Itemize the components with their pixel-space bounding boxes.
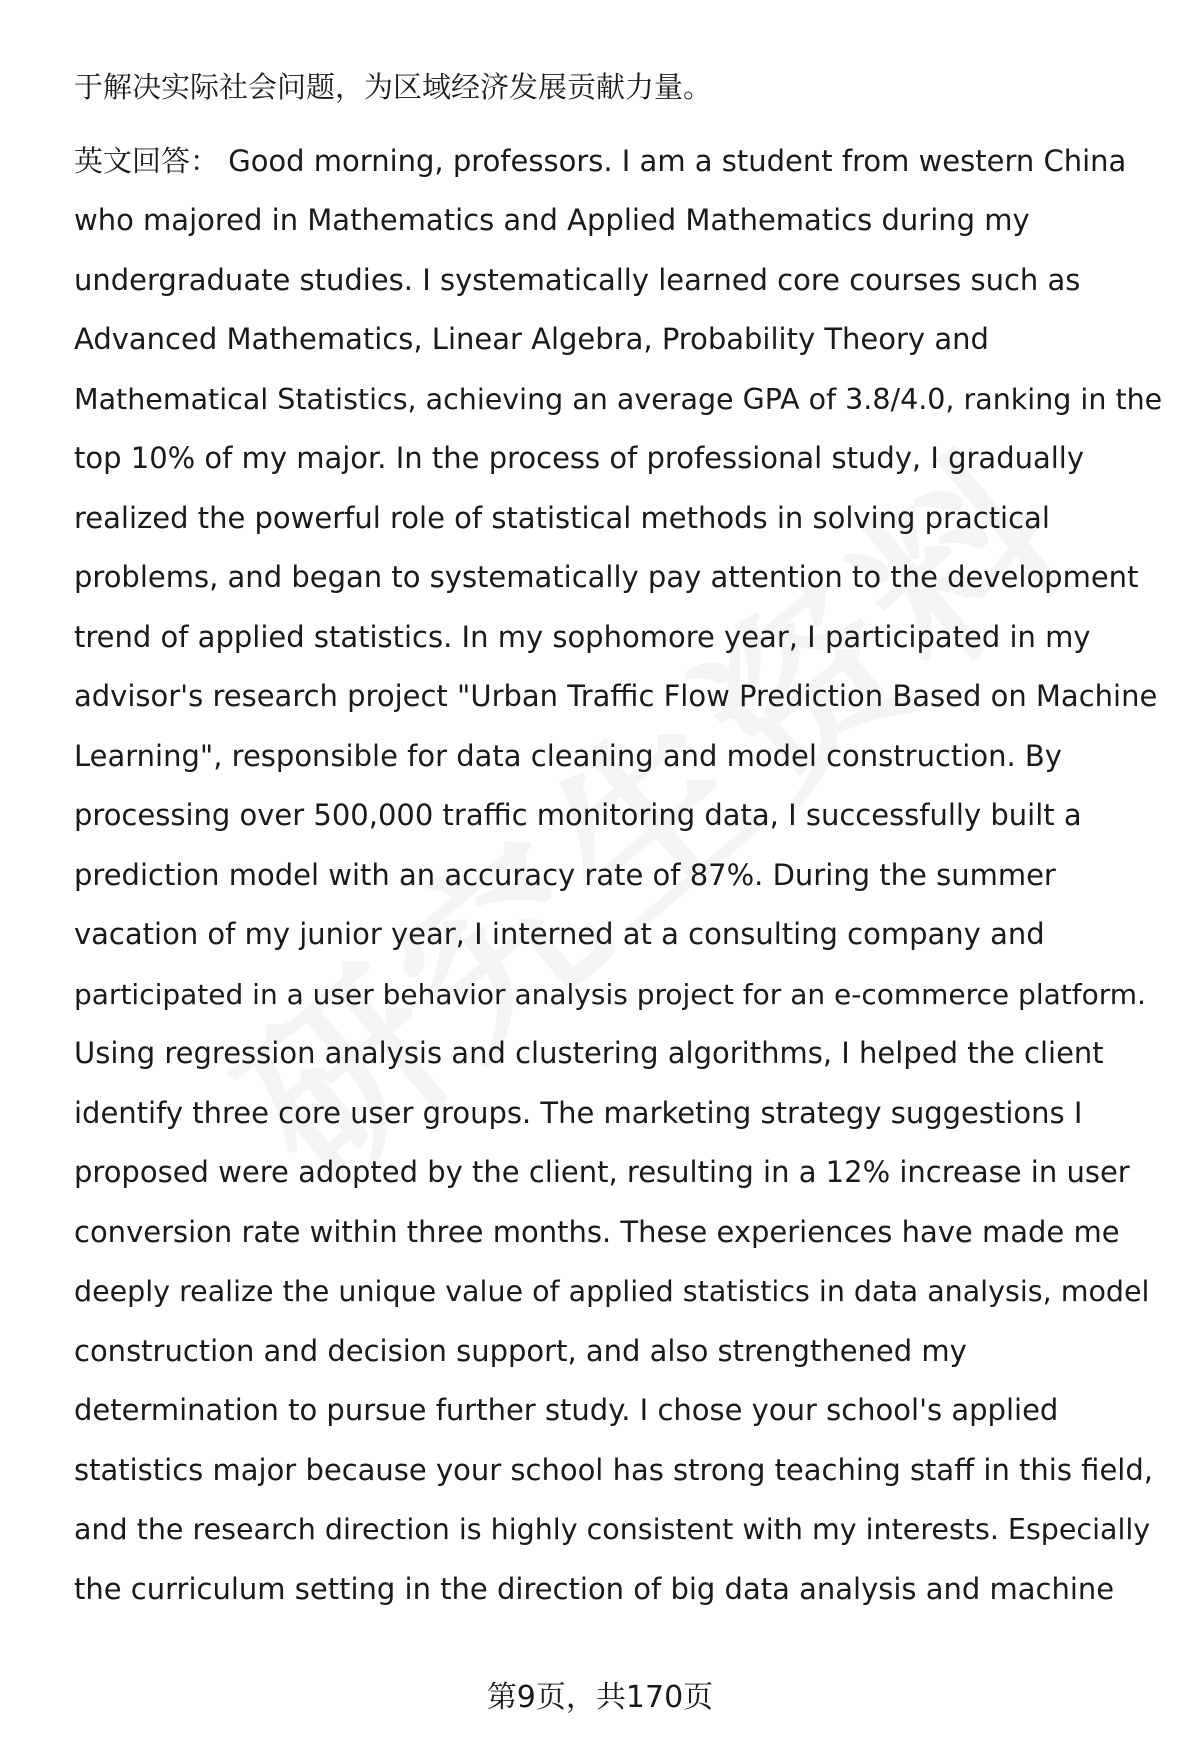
paragraph-2-line: determination to pursue further study. I chose your school's applied — [74, 1393, 1059, 1427]
paragraph-2-line: prediction model with an accuracy rate of 87%. During the summer — [74, 857, 1056, 892]
paragraph-2-line: construction and decision support, and also strengthened my — [74, 1333, 967, 1368]
paragraph-2-line: realized the powerful role of statistical methods in solving practical — [74, 500, 1050, 535]
paragraph-2-line: who majored in Mathematics and Applied Mathematics during my — [74, 203, 1030, 237]
page-number-footer: 第9页，共170页 — [486, 1680, 714, 1715]
paragraph-2-line: Mathematical Statistics, achieving an average GPA of 3.8/4.0, ranking in the — [74, 382, 1163, 416]
body-text — [74, 58, 1164, 1619]
paragraph-2-line: advisor's research project "Urban Traffic Flow Prediction Based on Machine — [74, 679, 1158, 713]
paragraph-2-line: vacation of my junior year, I interned at a consulting company and — [74, 917, 1045, 951]
paragraph-2-line: deeply realize the unique value of applied statistics in data analysis, model — [74, 1275, 1150, 1308]
paragraph-2-line: trend of applied statistics. In my sophomore year, I participated in my — [74, 619, 1091, 654]
paragraph-2-line: Using regression analysis and clustering algorithms, I helped the client — [74, 1036, 1104, 1070]
paragraph-2-line: the curriculum setting in the direction of big data analysis and machine — [74, 1571, 1115, 1606]
paragraph-2-line: identify three core user groups. The marketing strategy suggestions I — [74, 1095, 1083, 1130]
paragraph-2-line: 英文回答： Good morning, professors. I am a student from western China — [74, 143, 1127, 178]
paragraph-2-line: undergraduate studies. I systematically learned core courses such as — [74, 262, 1081, 297]
paragraph-gap — [74, 118, 1164, 132]
paragraph-2-line: Learning", responsible for data cleaning and model construction. By — [74, 738, 1062, 773]
paragraph-2-line: processing over 500,000 traffic monitoring data, I successfully built a — [74, 798, 1082, 832]
paragraph-2-line: proposed were adopted by the client, resulting in a 12% increase in user — [74, 1155, 1130, 1189]
paragraph-2-line: problems, and began to systematically pay attention to the development — [74, 560, 1139, 594]
paragraph-2-line: participated in a user behavior analysis project for an e-commerce platform. — [74, 977, 1146, 1011]
paragraph-2-line: and the research direction is highly consistent with my interests. Especially — [74, 1513, 1151, 1546]
paragraph-2-line: conversion rate within three months. These experiences have made me — [74, 1214, 1120, 1249]
paragraph-1-line: 于解决实际社会问题，为区域经济发展贡献力量。 — [74, 70, 713, 104]
paragraph-2-line: Advanced Mathematics, Linear Algebra, Probability Theory and — [74, 322, 989, 356]
paragraph-2-line: statistics major because your school has strong teaching staff in this field, — [74, 1452, 1153, 1487]
paragraph-2-line: top 10% of my major. In the process of professional study, I gradually — [74, 441, 1085, 475]
